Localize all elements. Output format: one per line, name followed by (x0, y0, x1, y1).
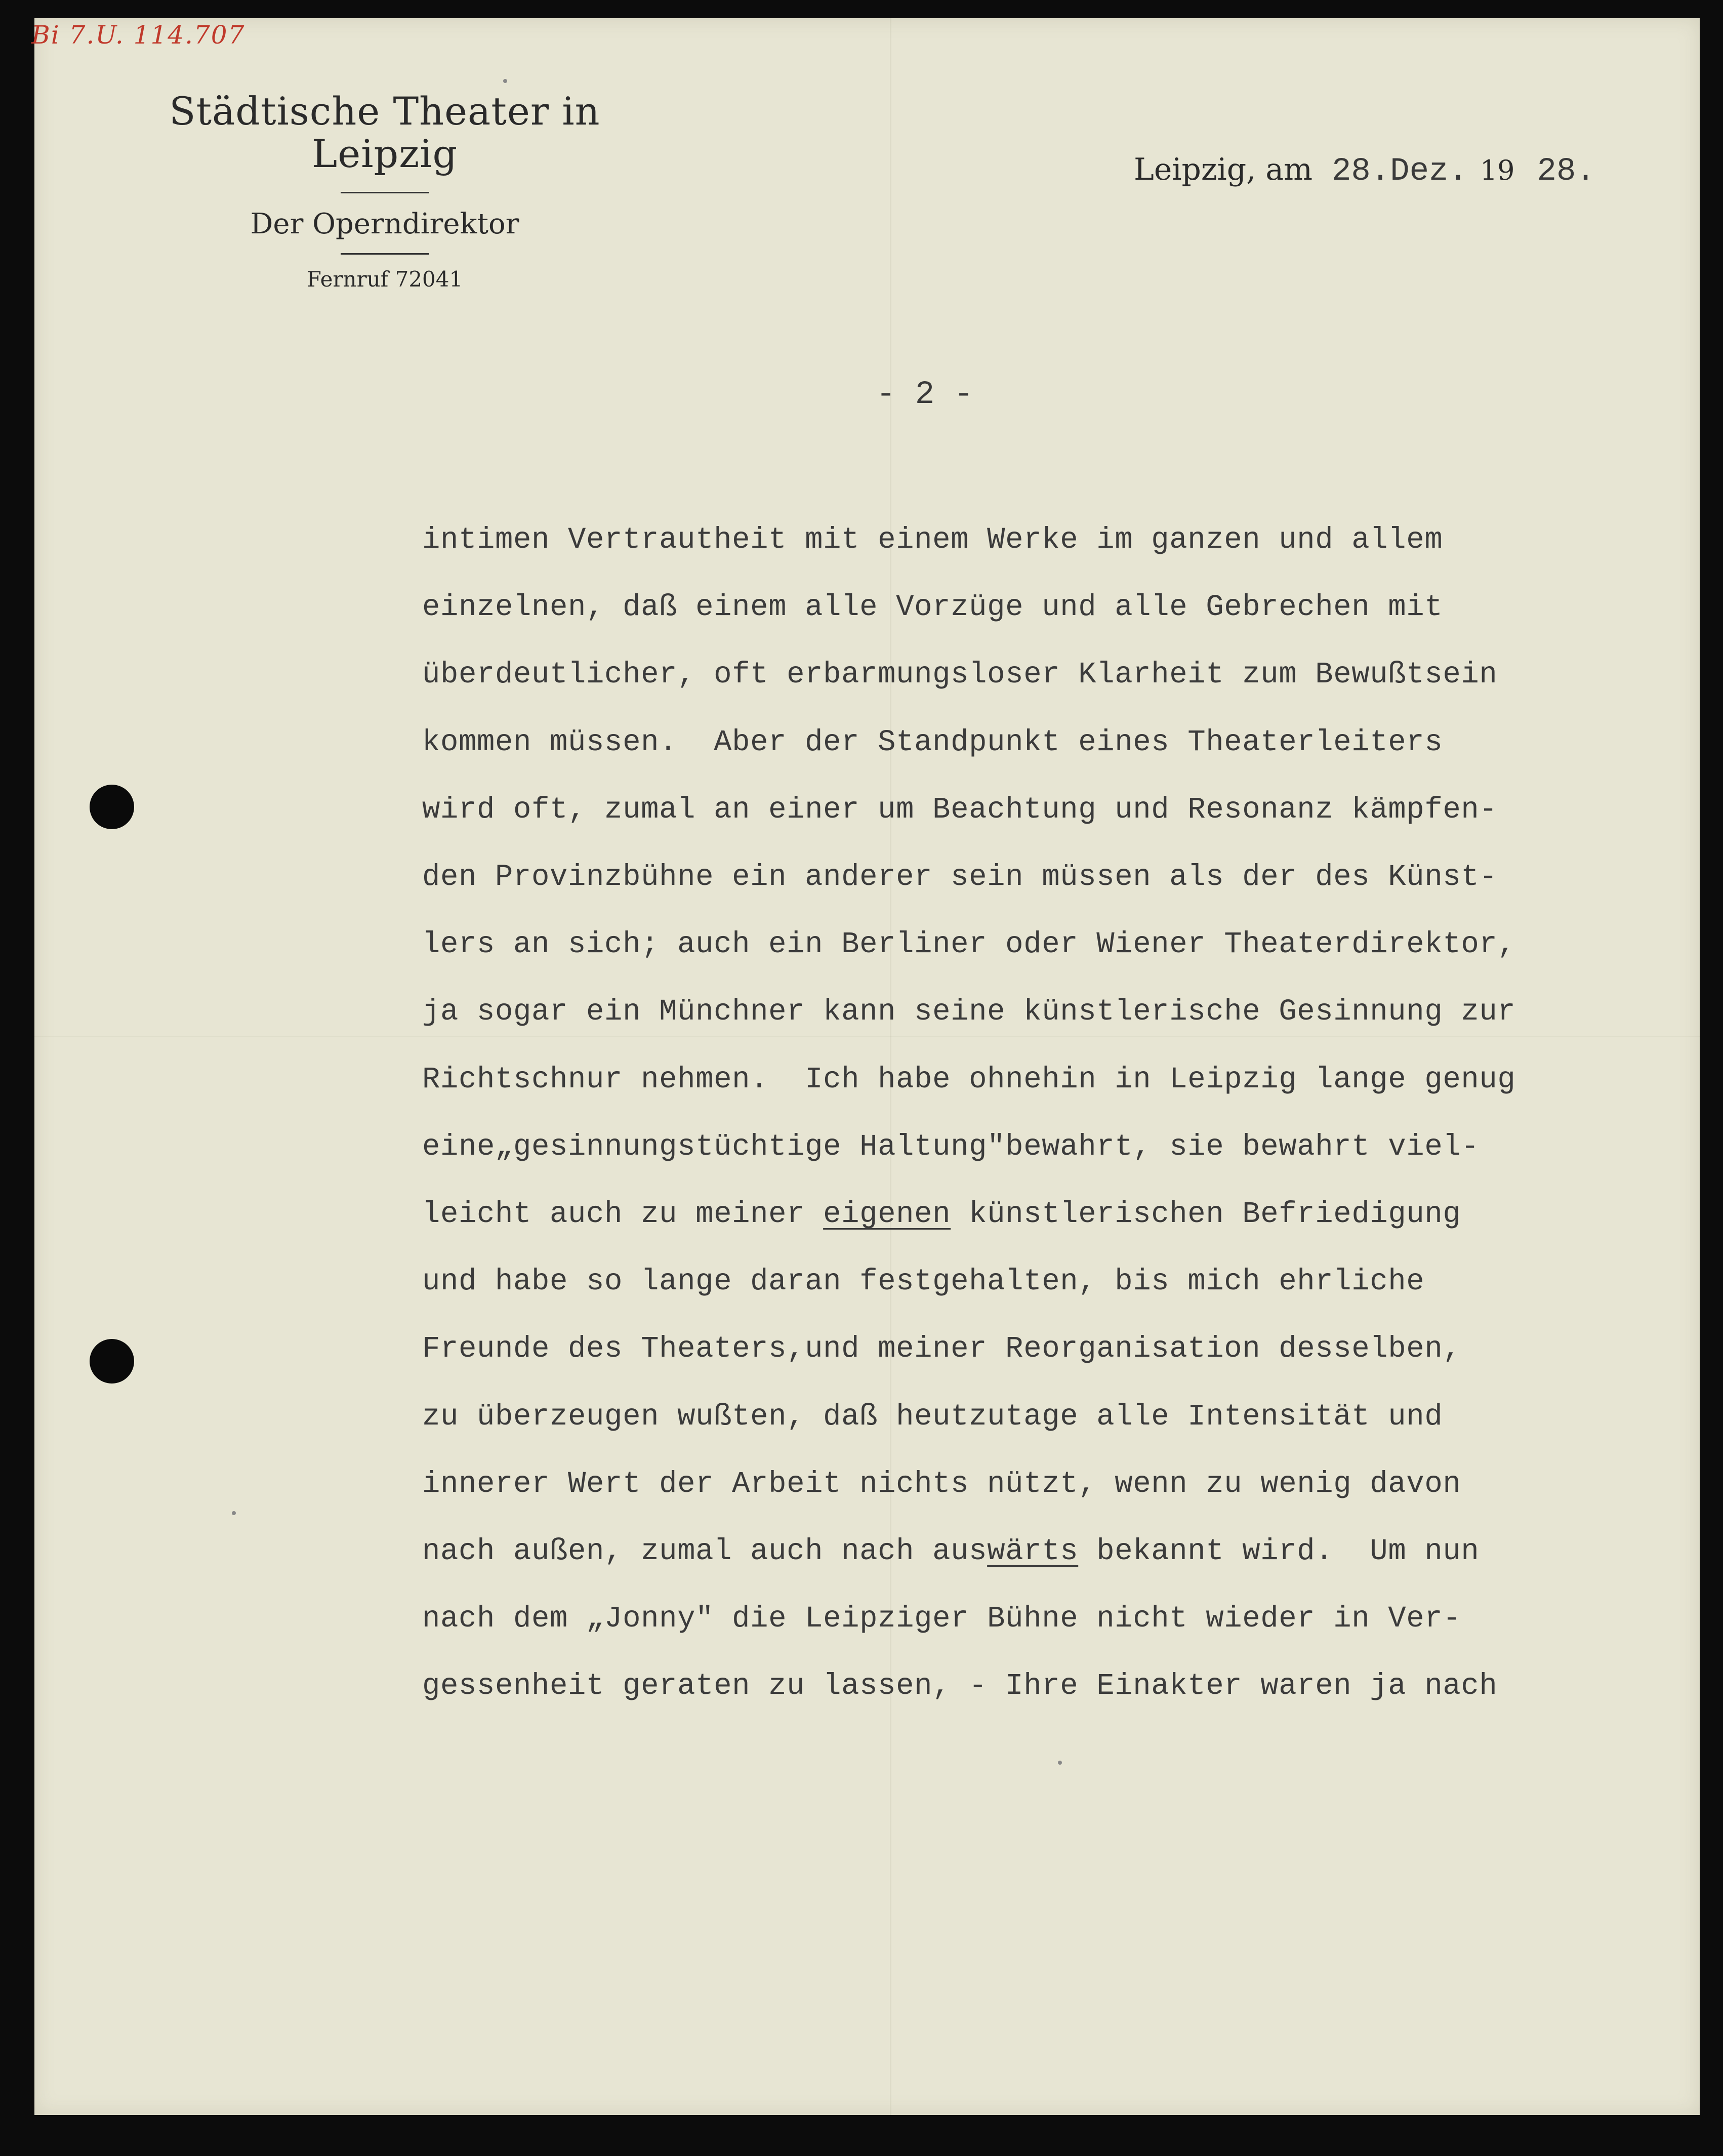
body-text-segment: nach außen, zumal auch nach aus (422, 1534, 988, 1569)
letterhead-divider (341, 192, 429, 193)
letter-body (422, 506, 1677, 1720)
letterhead-subtitle: Der Operndirektor (250, 208, 519, 241)
letterhead-title: Städtische Theater in Leipzig (169, 89, 600, 176)
date-century: 19 (1480, 154, 1515, 186)
body-line (422, 843, 1677, 911)
date-place: Leipzig, am (1134, 152, 1312, 187)
body-text-segment: lers an sich; auch ein Berliner oder Wiener Theaterdirektor, (422, 927, 1516, 962)
body-line (422, 574, 1677, 641)
body-text-segment: zu überzeugen wußten, daß heutzutage alle Intensität und (422, 1399, 1443, 1434)
body-line (422, 641, 1677, 708)
paper-speck (503, 79, 507, 83)
letterhead-divider (341, 253, 429, 255)
body-text-segment: intimen Vertrautheit mit einem Werke im ganzen und allem (422, 523, 1443, 557)
body-line (422, 776, 1677, 843)
body-text-segment: überdeutlicher, oft erbarmungsloser Klarheit zum Bewußtsein (422, 658, 1498, 692)
body-text-segment: kommen müssen. Aber der Standpunkt eines Theaterleiters (422, 725, 1443, 759)
body-text-segment: Freunde des Theaters,und meiner Reorganisation desselben, (422, 1332, 1461, 1366)
body-text-segment: wird oft, zumal an einer um Beachtung und Resonanz kämpfen- (422, 792, 1498, 827)
body-text-segment: gessenheit geraten zu lassen, - Ihre Einakter waren ja nach (422, 1669, 1498, 1703)
body-text-segment: bekannt wird. Um nun (1078, 1534, 1480, 1569)
date-day-month: 28.Dez. (1331, 153, 1468, 190)
body-line (422, 911, 1677, 978)
body-text-segment: leicht auch zu meiner (422, 1197, 824, 1232)
body-line (422, 1652, 1677, 1720)
body-line (422, 1315, 1677, 1382)
body-text-segment: eine„gesinnungstüchtige Haltung"bewahrt, sie bewahrt viel- (422, 1129, 1480, 1164)
body-text-segment: innerer Wert der Arbeit nichts nützt, wenn zu wenig davon (422, 1467, 1461, 1501)
letterhead-phone: Fernruf 72041 (306, 266, 463, 292)
body-line (422, 1113, 1677, 1181)
body-text-segment: Richtschnur nehmen. Ich habe ohnehin in Leipzig lange genug (422, 1062, 1516, 1096)
paper-speck (1058, 1761, 1062, 1765)
archive-reference-mark: Bi 7.U. 114.707 (31, 20, 245, 50)
body-line (422, 1046, 1677, 1113)
body-text-segment: den Provinzbühne ein anderer sein müssen als der des Künst- (422, 860, 1498, 894)
body-text-segment: nach dem „Jonny" die Leipziger Bühne nicht wieder in Ver- (422, 1602, 1461, 1636)
body-line (422, 1181, 1677, 1248)
body-line (422, 1383, 1677, 1450)
letterhead (116, 90, 653, 291)
page-number: - 2 - (876, 377, 974, 413)
body-text-segment: ja sogar ein Münchner kann seine künstlerische Gesinnung zur (422, 995, 1516, 1029)
paper-speck (232, 1511, 236, 1515)
punch-hole (90, 1339, 134, 1384)
body-text-segment: künstlerischen Befriedigung (951, 1197, 1461, 1232)
body-line (422, 506, 1677, 574)
body-line (422, 1248, 1677, 1315)
punch-hole (90, 785, 134, 829)
dateline (1134, 152, 1595, 190)
underlined-text: eigenen (823, 1197, 951, 1232)
body-line (422, 709, 1677, 776)
body-line (422, 1450, 1677, 1518)
body-line (422, 1518, 1677, 1585)
body-line (422, 1585, 1677, 1652)
body-text-segment: und habe so lange daran festgehalten, bis mich ehrliche (422, 1265, 1425, 1299)
date-year: 28. (1537, 153, 1595, 190)
body-text-segment: einzelnen, daß einem alle Vorzüge und alle Gebrechen mit (422, 590, 1443, 625)
body-line (422, 978, 1677, 1045)
underlined-text: wärts (987, 1534, 1079, 1569)
